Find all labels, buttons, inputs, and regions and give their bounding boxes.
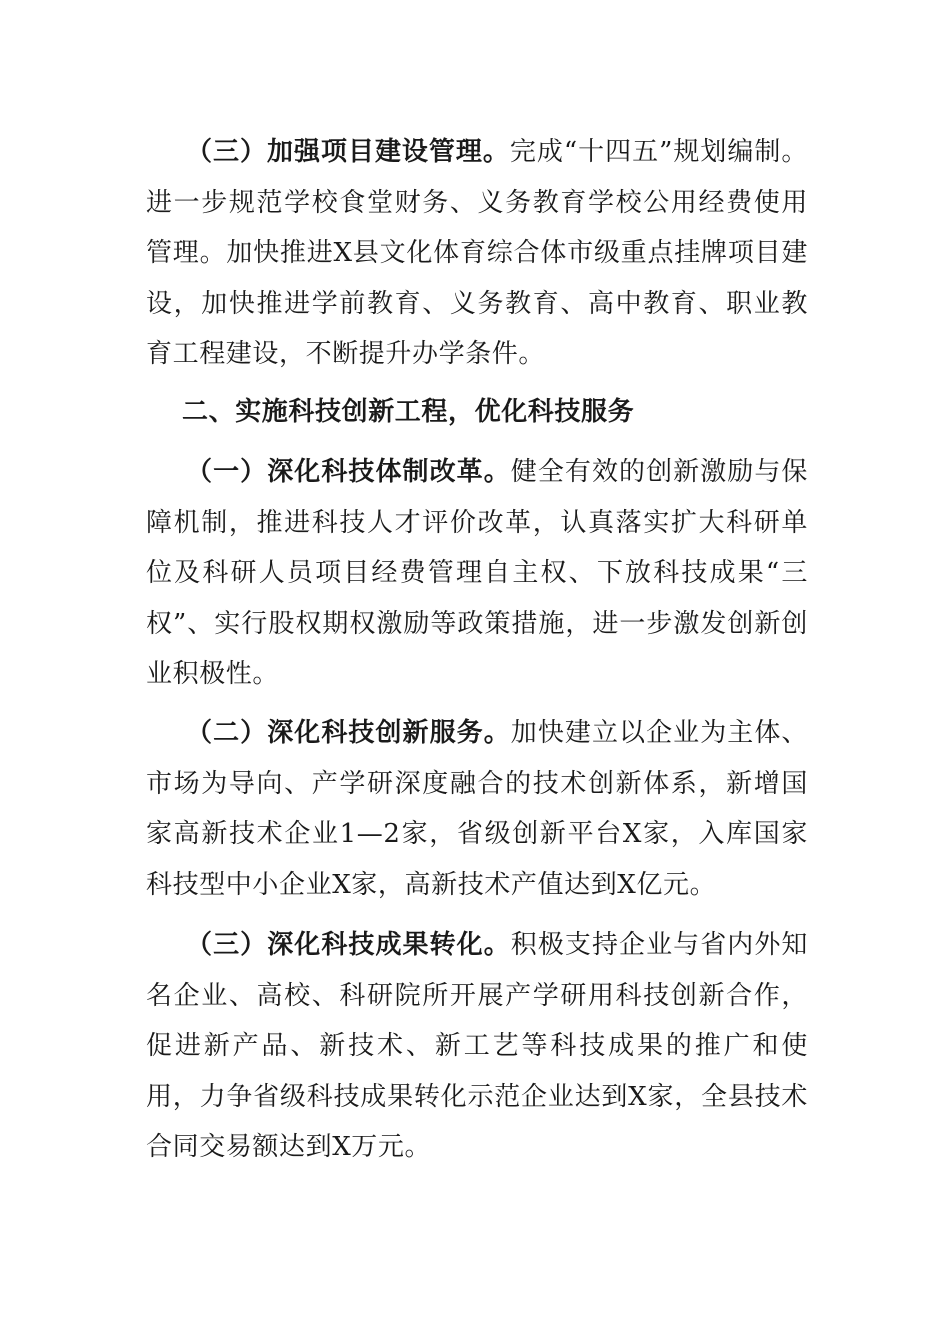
paragraph-body: 完成“十四五”规划编制。进一步规范学校食堂财务、义务教育学校公用经费使用管理。加快推进X县文化体育综合体市级重点挂牌项目建设，加快推进学前教育、义务教育、高中教育、职业教育工程建设，不断提升办学条件。 [146, 137, 808, 369]
paragraph-achievement-transfer [146, 920, 808, 1173]
paragraph-body: 健全有效的创新激励与保障机制，推进科技人才评价改革，认真落实扩大科研单位及科研人员项目经费管理自主权、下放科技成果“三权”、实行股权期权激励等政策措施，进一步激发创新创业积极性。 [146, 457, 808, 689]
paragraph-lead: （三）加强项目建设管理。 [186, 137, 510, 167]
paragraph-system-reform [146, 447, 808, 700]
paragraph-lead: （一）深化科技体制改革。 [186, 457, 511, 487]
paragraph-body: 积极支持企业与省内外知名企业、高校、科研院所开展产学研用科技创新合作，促进新产品、新技术、新工艺等科技成果的推广和使用，力争省级科技成果转化示范企业达到X家，全县技术合同交易额达到X万元。 [146, 930, 808, 1162]
paragraph-body: 加快建立以企业为主体、市场为导向、产学研深度融合的技术创新体系，新增国家高新技术企业1—2家，省级创新平台X家，入库国家科技型中小企业X家，高新技术产值达到X亿元。 [146, 718, 808, 900]
paragraph-lead: （二）深化科技创新服务。 [186, 718, 511, 748]
paragraph-innovation-service [146, 708, 808, 910]
section-heading: 二、实施科技创新工程，优化科技服务 [182, 397, 635, 427]
paragraph-project-management [146, 127, 808, 380]
paragraph-lead: （三）深化科技成果转化。 [186, 930, 511, 960]
